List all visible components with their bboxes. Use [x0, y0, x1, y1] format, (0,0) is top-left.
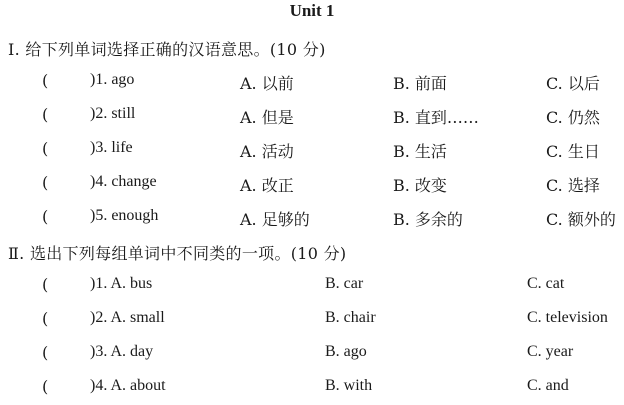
option-b: B. ago [325, 343, 367, 360]
question-option-a: )3. A. day [90, 343, 154, 360]
question-row [0, 173, 624, 199]
section-2-heading: Ⅱ. 选出下列每组单词中不同类的一项。(10 分) [8, 244, 347, 263]
option-c: C. television [527, 309, 608, 326]
option-a: A. 足够的 [240, 210, 310, 229]
answer-blank[interactable]: ( [42, 173, 49, 192]
question-row [0, 105, 624, 131]
answer-blank[interactable]: ( [42, 105, 49, 124]
option-b: B. 改变 [393, 176, 447, 195]
question-option-a: )4. A. about [90, 377, 166, 394]
option-b: B. chair [325, 309, 376, 326]
section-1-heading: Ⅰ. 给下列单词选择正确的汉语意思。(10 分) [8, 40, 326, 59]
answer-blank[interactable]: ( [42, 309, 49, 328]
question-row [0, 139, 624, 165]
question-word: )2. still [90, 105, 136, 122]
question-option-a: )2. A. small [90, 309, 165, 326]
question-row [0, 377, 624, 403]
option-a: A. 但是 [240, 108, 294, 127]
question-row [0, 343, 624, 369]
answer-blank[interactable]: ( [42, 377, 49, 396]
option-c: C. 仍然 [546, 108, 600, 127]
option-b: B. with [325, 377, 373, 394]
question-word: )5. enough [90, 207, 159, 224]
option-b: B. 前面 [393, 74, 447, 93]
option-a: A. 活动 [240, 142, 294, 161]
option-c: C. year [527, 343, 574, 360]
option-c: C. 以后 [546, 74, 600, 93]
option-a: A. 以前 [240, 74, 294, 93]
option-c: C. 额外的 [546, 210, 616, 229]
option-b: B. 生活 [393, 142, 447, 161]
question-row [0, 207, 624, 233]
page-title: Unit 1 [289, 1, 335, 20]
answer-blank[interactable]: ( [42, 139, 49, 158]
question-word: )4. change [90, 173, 157, 190]
answer-blank[interactable]: ( [42, 71, 49, 90]
question-row [0, 71, 624, 97]
answer-blank[interactable]: ( [42, 275, 49, 294]
question-word: )3. life [90, 139, 133, 156]
option-c: C. 生日 [546, 142, 600, 161]
option-b: B. 直到…… [393, 108, 479, 127]
answer-blank[interactable]: ( [42, 343, 49, 362]
option-c: C. 选择 [546, 176, 600, 195]
answer-blank[interactable]: ( [42, 207, 49, 226]
option-c: C. and [527, 377, 569, 394]
option-c: C. cat [527, 275, 565, 292]
question-word: )1. ago [90, 71, 135, 88]
option-b: B. car [325, 275, 364, 292]
option-a: A. 改正 [240, 176, 294, 195]
question-row [0, 309, 624, 335]
option-b: B. 多余的 [393, 210, 463, 229]
question-option-a: )1. A. bus [90, 275, 153, 292]
question-row [0, 275, 624, 301]
